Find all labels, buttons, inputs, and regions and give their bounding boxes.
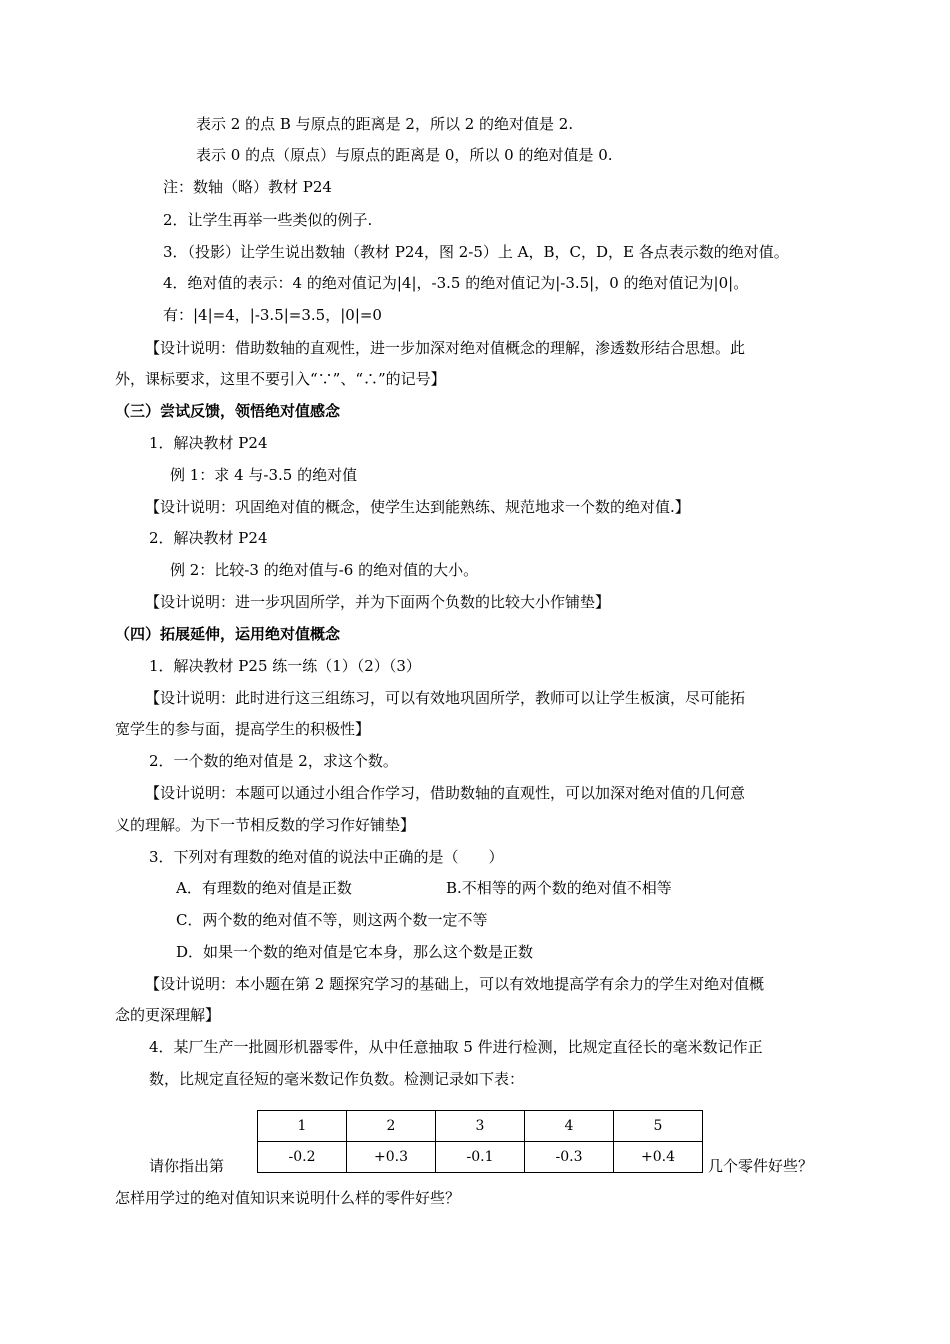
table-cell: 1 <box>258 1111 347 1142</box>
design-note: 念的更深理解】 <box>115 1006 221 1024</box>
table-cell: 5 <box>614 1111 703 1142</box>
text-line: 表示 0 的点（原点）与原点的距离是 0，所以 0 的绝对值是 0. <box>196 146 613 164</box>
table-cell: 2 <box>347 1111 436 1142</box>
text-line: 1．解决教材 P25 练一练（1）（2）（3） <box>149 657 421 675</box>
design-note: 【设计说明：进一步巩固所学，并为下面两个负数的比较大小作铺垫】 <box>145 593 611 611</box>
inspection-table <box>257 1110 703 1173</box>
question: 4．某厂生产一批圆形机器零件，从中任意抽取 5 件进行检测，比规定直径长的毫米数记作正 <box>149 1038 763 1056</box>
table-header-row <box>258 1111 703 1142</box>
text-line: 请你指出第 <box>149 1157 225 1175</box>
table-cell: 3 <box>436 1111 525 1142</box>
text-line: 几个零件好些？ <box>708 1157 814 1175</box>
design-note: 【设计说明：借助数轴的直观性，进一步加深对绝对值概念的理解，渗透数形结合思想。此 <box>145 339 746 357</box>
text-line: 例 2：比较-3 的绝对值与-6 的绝对值的大小。 <box>170 561 479 579</box>
design-note: 义的理解。为下一节相反数的学习作好铺垫】 <box>115 816 416 834</box>
table-row <box>258 1142 703 1173</box>
section-heading: （三）尝试反馈，领悟绝对值感念 <box>115 402 341 420</box>
section-heading: （四）拓展延伸，运用绝对值概念 <box>115 625 341 643</box>
design-note: 【设计说明：本题可以通过小组合作学习，借助数轴的直观性，可以加深对绝对值的几何意 <box>145 784 746 802</box>
text-line: 有：|4|=4，|-3.5|=3.5，|0|=0 <box>163 306 382 324</box>
table-cell: -0.1 <box>436 1142 525 1173</box>
text-line: 4．绝对值的表示：4 的绝对值记为|4|，-3.5 的绝对值记为|-3.5|，0 的绝对值记为|0|。 <box>163 274 749 292</box>
option-c: C．两个数的绝对值不等，则这两个数一定不等 <box>176 911 488 929</box>
option-d: D．如果一个数的绝对值是它本身，那么这个数是正数 <box>176 943 534 961</box>
table-cell: +0.4 <box>614 1142 703 1173</box>
text-line: 例 1：求 4 与-3.5 的绝对值 <box>170 466 358 484</box>
option-a: A．有理数的绝对值是正数 <box>176 879 352 897</box>
table-cell: -0.2 <box>258 1142 347 1173</box>
table-cell: -0.3 <box>525 1142 614 1173</box>
design-note: 【设计说明：本小题在第 2 题探究学习的基础上，可以有效地提高学有余力的学生对绝对值概 <box>145 975 765 993</box>
design-note: 【设计说明：此时进行这三组练习，可以有效地巩固所学，教师可以让学生板演，尽可能拓 <box>145 689 746 707</box>
question: 3．下列对有理数的绝对值的说法中正确的是（ ） <box>149 848 504 866</box>
design-note: 【设计说明：巩固绝对值的概念，使学生达到能熟练、规范地求一个数的绝对值.】 <box>145 498 690 516</box>
text-line: 表示 2 的点 B 与原点的距离是 2，所以 2 的绝对值是 2. <box>196 115 574 133</box>
text-line: 2．解决教材 P24 <box>149 529 268 547</box>
question: 数，比规定直径短的毫米数记作负数。检测记录如下表： <box>149 1070 525 1088</box>
table-cell: +0.3 <box>347 1142 436 1173</box>
design-note: 外，课标要求，这里不要引入“∵”、“∴”的记号】 <box>115 370 446 388</box>
text-line: 2．一个数的绝对值是 2，求这个数。 <box>149 752 398 770</box>
text-line: 3．（投影）让学生说出数轴（教材 P24，图 2-5）上 A，B，C，D，E 各点表示数的绝对值。 <box>163 243 789 261</box>
text-line: 注：数轴（略）教材 P24 <box>163 178 332 196</box>
table-cell: 4 <box>525 1111 614 1142</box>
text-line: 怎样用学过的绝对值知识来说明什么样的零件好些？ <box>115 1189 461 1207</box>
text-line: 2．让学生再举一些类似的例子. <box>163 211 373 229</box>
option-b: B.不相等的两个数的绝对值不相等 <box>446 879 672 897</box>
design-note: 宽学生的参与面，提高学生的积极性】 <box>115 720 371 738</box>
text-line: 1．解决教材 P24 <box>149 434 268 452</box>
